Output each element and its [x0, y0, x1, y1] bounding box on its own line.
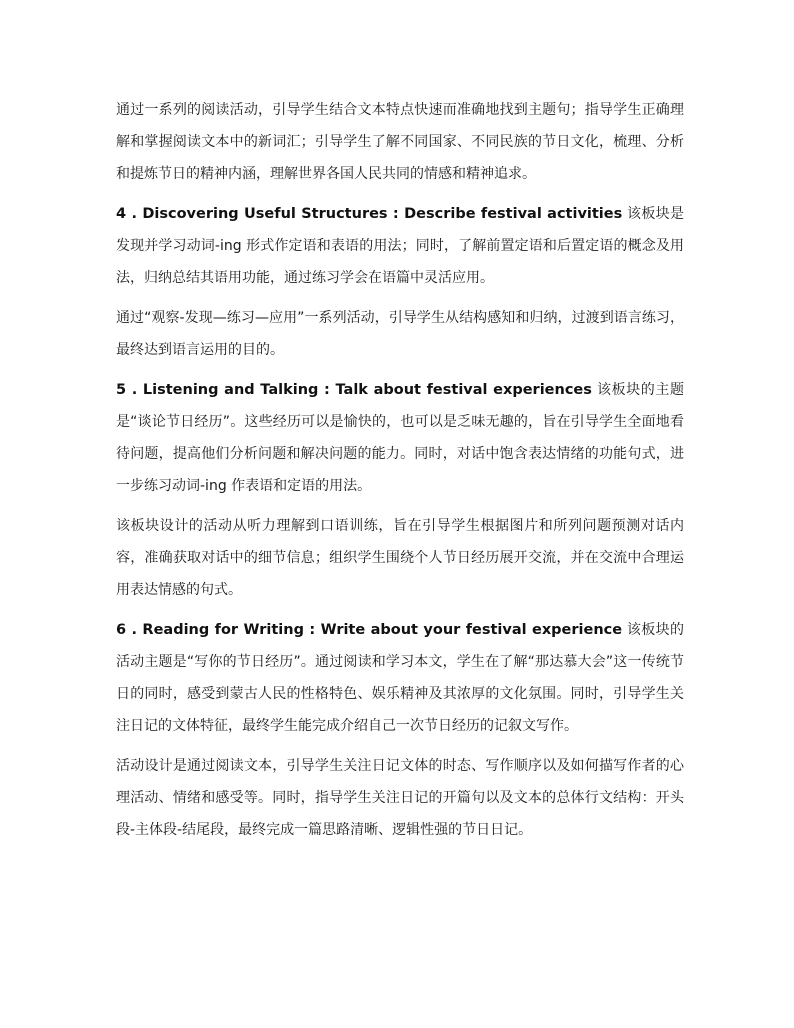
paragraph-text: 该板块的活动主题是“写你的节日经历”。通过阅读和学习本文，学生在了解“那达慕大会”这一传统节日的同时，感受到蒙古人民的性格特色、娱乐精神及其浓厚的文化氛围。同时，引导学生关注日记的文体特征，最终学生能完成介绍自己一次节日经历的记叙文写作。	[116, 622, 685, 734]
paragraph-text: 该板块设计的活动从听力理解到口语训练，旨在引导学生根据图片和所列问题预测对话内容，准确获取对话中的细节信息；组织学生围绕个人节日经历展开交流，并在交流中合理运用表达情感的句式。	[116, 518, 684, 598]
section-heading: 5 . Listening and Talking : Talk about festival experiences	[116, 382, 592, 398]
paragraph-discovering-structures	[116, 198, 684, 294]
paragraph-text: 通过一系列的阅读活动，引导学生结合文本特点快速而准确地找到主题句；指导学生正确理解和掌握阅读文本中的新词汇；引导学生了解不同国家、不同民族的节日文化，梳理、分析和提炼节日的精神内涵，理解世界各国人民共同的情感和精神追求。	[116, 102, 684, 182]
paragraph-observe-discover	[116, 302, 684, 366]
paragraph-listening-talking	[116, 374, 684, 502]
paragraph-text: 活动设计是通过阅读文本，引导学生关注日记文体的时态、写作顺序以及如何描写作者的心理活动、情绪和感受等。同时，指导学生关注日记的开篇句以及文本的总体行文结构：开头段-主体段-结尾段，最终完成一篇思路清晰、逻辑性强的节日日记。	[116, 758, 684, 838]
document-page	[116, 94, 684, 854]
paragraph-text: 该板块的主题是“谈论节日经历”。这些经历可以是愉快的，也可以是乏味无趣的，旨在引导学生全面地看待问题，提高他们分析问题和解决问题的能力。同时，对话中饱含表达情绪的功能句式，进一步练习动词-ing 作表语和定语的用法。	[116, 382, 684, 494]
paragraph-text: 该板块是发现并学习动词-ing 形式作定语和表语的用法；同时，了解前置定语和后置定语的概念及用法，归纳总结其语用功能，通过练习学会在语篇中灵活应用。	[116, 206, 685, 286]
paragraph-reading-writing	[116, 614, 684, 742]
paragraph-diary-activities	[116, 750, 684, 846]
paragraph-text: 通过“观察-发现—练习—应用”一系列活动，引导学生从结构感知和归纳，过渡到语言练习，最终达到语言运用的目的。	[116, 310, 684, 358]
paragraph-listening-activities	[116, 510, 684, 606]
paragraph-reading-activities	[116, 94, 684, 190]
section-heading: 4 . Discovering Useful Structures : Describe festival activities	[116, 206, 623, 222]
section-heading: 6 . Reading for Writing : Write about your festival experience	[116, 622, 623, 638]
